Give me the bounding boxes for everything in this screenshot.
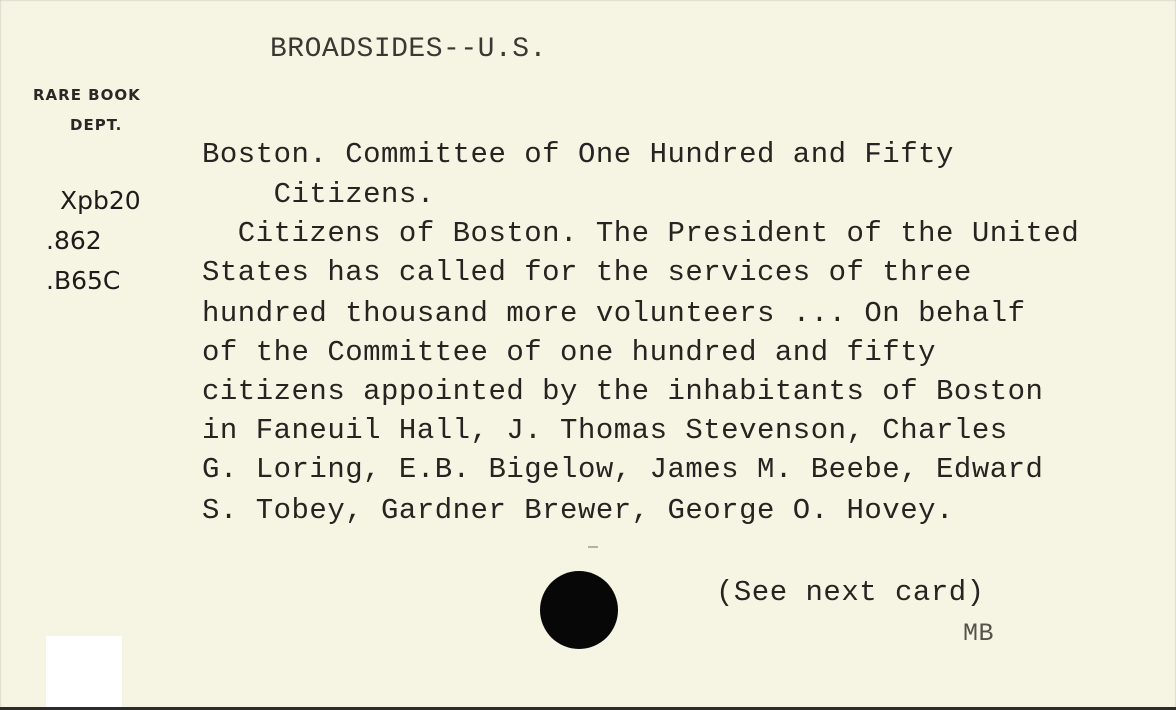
rare-book-stamp-line2: DEPT.	[70, 116, 123, 134]
white-label-patch	[46, 636, 122, 710]
body-line-4: States has called for the services of three	[202, 256, 972, 289]
body-line-1: Boston. Committee of One Hundred and Fifty	[202, 138, 954, 171]
body-line-2: Citizens.	[202, 178, 435, 211]
body-line-6: of the Committee of one hundred and fifty	[202, 336, 937, 369]
card-punch-hole	[540, 571, 618, 649]
subject-heading: BROADSIDES--U.S.	[270, 34, 547, 65]
see-next-card-note: (See next card)	[716, 576, 985, 609]
body-line-10: S. Tobey, Gardner Brewer, George O. Hovey.	[202, 494, 954, 527]
paper-speck	[588, 546, 598, 548]
body-line-8: in Faneuil Hall, J. Thomas Stevenson, Charles	[202, 414, 1008, 447]
body-line-3: Citizens of Boston. The President of the United	[202, 217, 1080, 250]
rare-book-stamp-line1: RARE BOOK	[33, 86, 141, 104]
body-line-9: G. Loring, E.B. Bigelow, James M. Beebe, Edward	[202, 453, 1044, 486]
call-number-line1: Xpb20	[60, 186, 141, 215]
cataloger-initials: MB	[963, 619, 995, 648]
body-line-7: citizens appointed by the inhabitants of Boston	[202, 375, 1044, 408]
body-line-5: hundred thousand more volunteers ... On behalf	[202, 297, 1026, 330]
call-number-line2: .862	[46, 226, 102, 255]
call-number-line3: .B65C	[46, 266, 121, 295]
